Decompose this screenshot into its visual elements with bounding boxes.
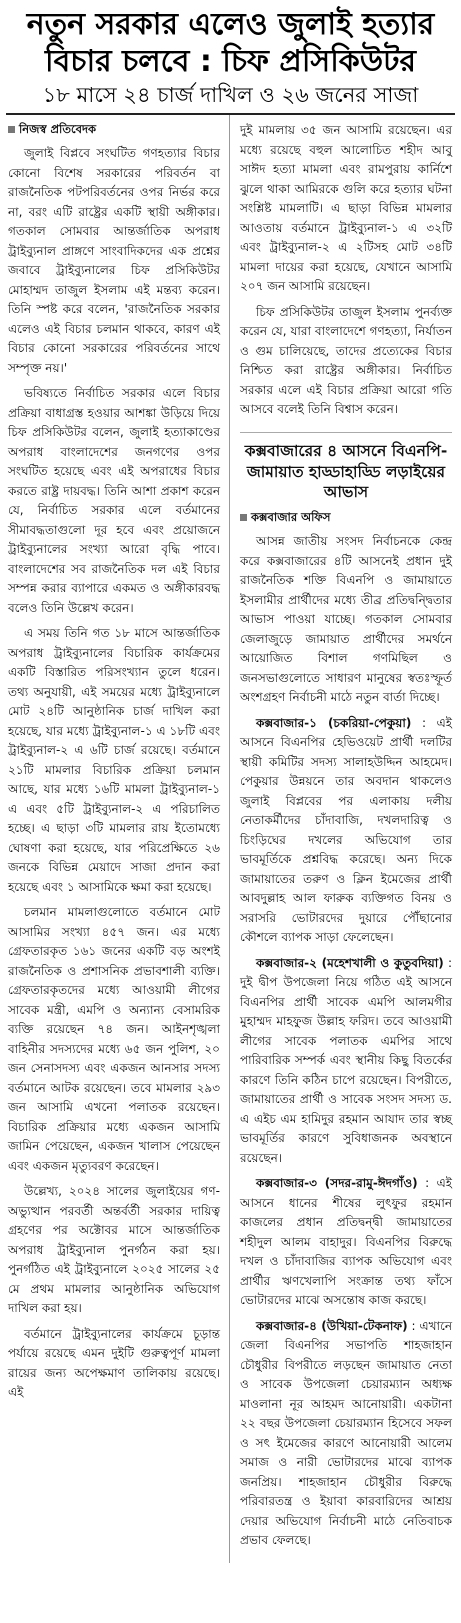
sub-paragraph-text: আসন্ন জাতীয় সংসদ নির্বাচনকে কেন্দ্র করে কক্সবাজারের ৪টি আসনেই প্রধান দুই রাজনৈতিক শক্তি বিএনপি ও জামায়াতে ইসলামীর প্রার্থীদের মধ্যে তীব্র প্রতিদ্বন্দ্বিতার আভাস পাওয়া যাচ্ছে। গতকাল সোমবার জেলাজুড়ে জামায়াত প্রার্থীদের সমর্থনে আয়োজিত বিশাল গণমিছিল ও জনসভাগুলোতে সাধারণ মানুষের স্বতঃস্ফূর্ত অংশগ্রহণ নির্বাচনী মাঠে নতুন বার্তা দিচ্ছে। — [240, 534, 452, 705]
seat-label: কক্সবাজার-১ (চকরিয়া-পেকুয়া) — [256, 715, 412, 730]
sub-article-paragraph — [240, 532, 452, 708]
article-paragraph: বর্তমানে ট্রাইব্যুনালের কার্যক্রমে চূড়ান্ত পর্যায়ে রয়েছে এমন দুইটি গুরুত্বপূর্ণ মামলা রায়ের জন্য অপেক্ষমাণ তালিকায় রয়েছে। এই — [8, 1326, 220, 1400]
sub-article-paragraph — [240, 954, 452, 1169]
sub-article-byline — [240, 509, 452, 528]
headline-line-2: বিচার চলবে : চিফ প্রসিকিউটর — [44, 43, 417, 79]
sub-paragraph-text: : এই আসনে বিএনপির হেভিওয়েট প্রার্থী দলটির স্থায়ী কমিটির সদস্য সালাহউদ্দিন আহমেদ। পেকুয়ার উন্নয়নে তার অবদান থাকলেও জুলাই বিপ্লবের পর এলাকায় দলীয় নেতাকর্মীদের চাঁদাবাজি, দখলদারিত্ব ও চিংড়িঘের দখলের অভিযোগ তার ভাবমূর্তিকে প্রশ্নবিদ্ধ করেছে। অন্য দিকে জামায়াতের তরুণ ও ক্লিন ইমেজের প্রার্থী আবদুল্লাহ আল ফারুক ব্যক্তিগত বিনয় ও সরাসরি ভোটারদের দুয়ারে পৌঁছানোর কৌশলে ব্যাপক সাড়া ফেলেছেন। — [240, 715, 452, 945]
sub-paragraph-text: : এই আসনে ধানের শীষের লুৎফুর রহমান কাজলের প্রধান প্রতিদ্বন্দ্বী জামায়াতের শহীদুল আলম বাহাদুর। বিএনপির বিরুদ্ধে দখল ও চাঁদাবাজির ব্যাপক অভিযোগ এবং প্রার্থীর ঋণখেলাপি সংক্রান্ত তথ্য ফাঁসে ভোটারদের মাঝে অসন্তোষ কাজ করছে। — [240, 1176, 453, 1308]
sub-byline-text: কক্সবাজার অফিস — [251, 510, 331, 525]
article-columns — [0, 115, 461, 1563]
sub-article-paragraph — [240, 714, 452, 948]
article-paragraph: চলমান মামলাগুলোতে বর্তমানে মোট আসামির সংখ্যা ৪৫৭ জন। এর মধ্যে গ্রেফতারকৃত ১৬১ জনের একটি বড় অংশই রাজনৈতিক ও প্রশাসনিক প্রভাবশালী ব্যক্তি। গ্রেফতারকৃতদের মধ্যে আওয়ামী লীগের সাবেক মন্ত্রী, এমপি ও অন্যান্য বেসামরিক ব্যক্তি রয়েছেন ৭৪ জন। আইনশৃঙ্খলা বাহিনীর সদস্যদের মধ্যে ৬৫ জন পুলিশ, ২০ জন সেনাসদস্য এবং একজন আনসার সদস্য বর্তমানে আটক রয়েছেন। তবে মামলার ২৯৩ জন আসামি এখনো পলাতক রয়েছেন। বিচারিক প্রক্রিয়ার মধ্যে একজন আসামি জামিন পেয়েছেন, একজন খালাস পেয়েছেন এবং একজন মৃত্যুবরণ করেছেন। — [8, 905, 220, 1173]
seat-label: কক্সবাজার-২ (মহেশখালী ও কুতুবদিয়া) — [256, 955, 444, 970]
sub-article-paragraph — [240, 1317, 452, 1551]
left-column — [8, 121, 220, 1409]
article-paragraph: উল্লেখ্য, ২০২৪ সালের জুলাইয়ের গণ-অভ্যুত্থান পরবর্তী অন্তর্বর্তী সরকার দায়িত্ব গ্রহণের পর অক্টোবর মাসে আন্তর্জাতিক অপরাধ ট্রাইব্যুনাল পুনর্গঠন করা হয়। পুনর্গঠিত এই ট্রাইব্যুনালে ২০২৫ সালের ২৫ মে প্রথম মামলার আনুষ্ঠানিক অভিযোগ দাখিল করা হয়। — [8, 1184, 220, 1316]
sub-article-headline: কক্সবাজারের ৪ আসনে বিএনপি-জামায়াত হাড্ডাহাড্ডি লড়াইয়ের আভাস — [240, 432, 452, 504]
right-column — [240, 121, 452, 1557]
byline-text: নিজস্ব প্রতিবেদক — [19, 122, 97, 137]
sub-article-paragraph — [240, 1174, 452, 1311]
seat-label: কক্সবাজার-৩ (সদর-রামু-ঈদগাঁও) — [256, 1176, 418, 1191]
article-paragraph: দুই মামলায় ৩৫ জন আসামি রয়েছেন। এর মধ্যে রয়েছে বহুল আলোচিত শহীদ আবু সাঈদ হত্যা মামলা এবং রামপুরায় কার্নিশে ঝুলে থাকা আমিরকে গুলি করে হত্যার ঘটনা সংশ্লিষ্ট মামলাটি। এ ছাড়া বিভিন্ন মামলার আওতায় বর্তমানে ট্রাইব্যুনাল-১ এ ৩২টি এবং ট্রাইব্যুনাল-২ এ ২টিসহ মোট ৩৪টি মামলা দায়ের করা হয়েছে, যেখানে আসামি ২০৭ জন আসামি রয়েছেন। — [240, 123, 452, 294]
column-divider — [229, 115, 230, 1563]
seat-label: কক্সবাজার-৪ (উখিয়া-টেকনাফ) — [256, 1318, 408, 1333]
bullet-square-icon — [240, 514, 247, 521]
headline-block — [0, 0, 461, 113]
headline-subline: ১৮ মাসে ২৪ চার্জ দাখিল ও ২৬ জনের সাজা — [42, 83, 419, 107]
sub-paragraph-text: : এখানে জেলা বিএনপির সভাপতি শাহজাহান চৌধুরীর বিপরীতে লড়ছেন জামায়াত নেতা ও সাবেক উপজেলা চেয়ারম্যান অধ্যক্ষ মাওলানা নূর আহমদ আনোয়ারী। একটানা ২২ বছর উপজেলা চেয়ারম্যান হিসেবে সফল ও সৎ ইমেজের কারণে আনোয়ারী আলেম সমাজ ও নারী ভোটারদের মাঝে ব্যাপক জনপ্রিয়। শাহজাহান চৌধুরীর বিরুদ্ধে পরিবারতন্ত্র ও ইয়াবা কারবারিদের আশ্রয় দেয়ার অভিযোগ নির্বাচনী মাঠে নেতিবাচক প্রভাব ফেলছে। — [240, 1318, 452, 1548]
article-paragraph: জুলাই বিপ্লবে সংঘটিত গণহত্যার বিচার কোনো বিশেষ সরকারের পরিবর্তন বা রাজনৈতিক পটপরিবর্তনের ওপর নির্ভর করে না, বরং এটি রাষ্ট্রের একটি স্থায়ী অঙ্গীকার। গতকাল সোমবার আন্তর্জাতিক অপরাধ ট্রাইব্যুনাল প্রাঙ্গণে সাংবাদিকদের এক প্রশ্নের জবাবে ট্রাইব্যুনালের চিফ প্রসিকিউটর মোহাম্মদ তাজুল ইসলাম এই মন্তব্য করেন। তিনি স্পষ্ট করে বলেন, 'রাজনৈতিক সরকার এলেও এই বিচার চলমান থাকবে, কারণ এই বিচার কোনো সরকারের পরিবর্তনের সাথে সম্পৃক্ত নয়।' — [8, 146, 220, 375]
article-paragraph: এ সময় তিনি গত ১৮ মাসে আন্তর্জাতিক অপরাধ ট্রাইব্যুনালের বিচারিক কার্যক্রমের একটি বিস্তারিত পরিসংখ্যান তুলে ধরেন। তথ্য অনুযায়ী, এই সময়ের মধ্যে ট্রাইব্যুনালে মোট ২৪টি আনুষ্ঠানিক চার্জ দাখিল করা হয়েছে, যার মধ্যে ট্রাইব্যুনাল-১ এ ১৮টি এবং ট্রাইব্যুনাল-২ এ ৬টি চার্জ রয়েছে। বর্তমানে ২১টি মামলার বিচারিক প্রক্রিয়া চলমান আছে, যার মধ্যে ১৬টি মামলা ট্রাইব্যুনাল-১ এ এবং ৫টি ট্রাইব্যুনাল-২ এ পরিচালিত হচ্ছে। এ ছাড়া ৩টি মামলার রায় ইতোমধ্যে ঘোষণা করা হয়েছে, যার পরিপ্রেক্ষিতে ২৬ জনকে বিভিন্ন মেয়াদে সাজা প্রদান করা হয়েছে এবং ১ আসামিকে ক্ষমা করা হয়েছে। — [8, 626, 220, 894]
article-paragraph: ভবিষ্যতে নির্বাচিত সরকার এলে বিচার প্রক্রিয়া বাধাগ্রস্ত হওয়ার আশঙ্কা উড়িয়ে দিয়ে চিফ প্রসিকিউটর বলেন, জুলাই হত্যাকাণ্ডের অপরাধ বাংলাদেশের জনগণের ওপর সংঘটিত হয়েছে এবং এই অপরাধের বিচার করতে রাষ্ট্র দায়বদ্ধ। তিনি আশা প্রকাশ করেন যে, নির্বাচিত সরকার এলে বর্তমানের সীমাবদ্ধতাগুলো দূর হবে এবং প্রয়োজনে ট্রাইব্যুনালের সংখ্যা আরো বৃদ্ধি পাবে। বাংলাদেশের সব রাজনৈতিক দল এই বিচার সম্পন্ন করার ব্যাপারে একমত ও অঙ্গীকারবদ্ধ বলেও তিনি উল্লেখ করেন। — [8, 386, 220, 615]
bullet-square-icon — [8, 126, 15, 133]
byline — [8, 121, 220, 140]
headline-line-1: নতুন সরকার এলেও জুলাই হত্যার — [26, 7, 435, 42]
sub-paragraph-text: : দুই দ্বীপ উপজেলা নিয়ে গঠিত এই আসনে বিএনপির প্রার্থী সাবেক এমপি আলমগীর মুহাম্মদ মাহফুজ উল্লাহ ফরিদ। তবে আওয়ামী লীগের সাবেক পলাতক এমপির সাথে পারিবারিক সম্পর্ক এবং স্থানীয় কিছু বিতর্কের কারণে তিনি কঠিন চাপে রয়েছেন। বিপরীতে, জামায়াতের প্রার্থী ও সাবেক সংসদ সদস্য ড. এ এইচ এম হামিদুর রহমান আযাদ তার স্বচ্ছ ভাবমূর্তির কারণে সুবিধাজনক অবস্থানে রয়েছেন। — [240, 955, 453, 1165]
article-paragraph: চিফ প্রসিকিউটর তাজুল ইসলাম পুনর্ব্যক্ত করেন যে, যারা বাংলাদেশে গণহত্যা, নির্যাতন ও গুম চালিয়েছে, তাদের প্রত্যেকের বিচার নিশ্চিত করা রাষ্ট্রের অঙ্গীকার। নির্বাচিত সরকার এলে এই বিচার প্রক্রিয়া আরো গতি আসবে বলেই তিনি বিশ্বাস করেন। — [240, 304, 452, 417]
